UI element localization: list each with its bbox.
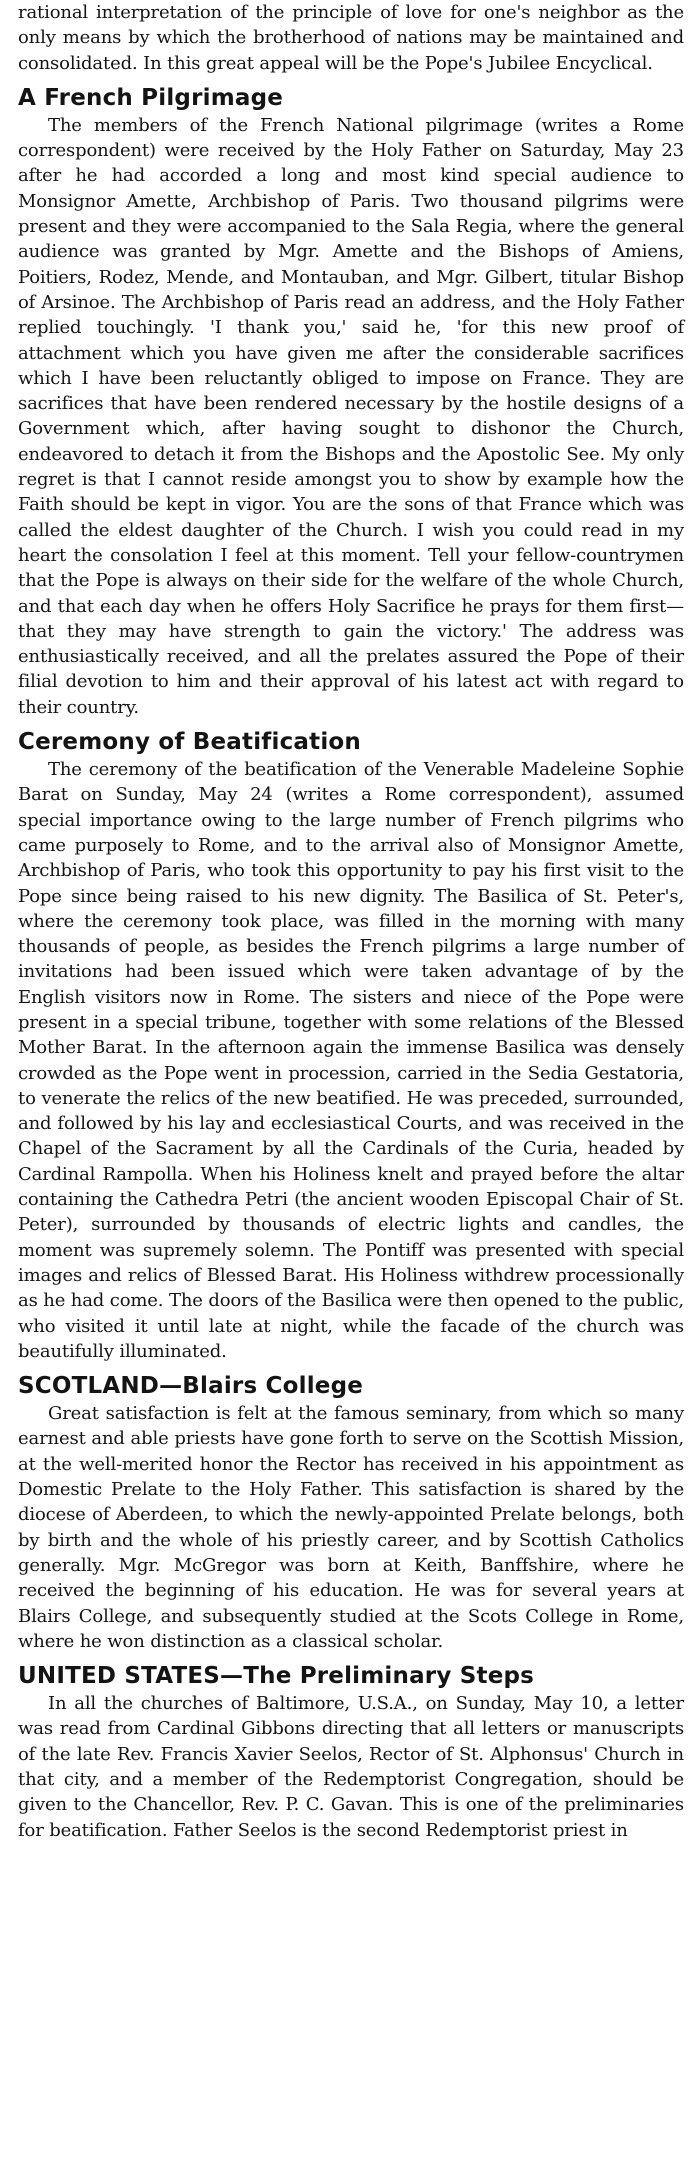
section-heading: A French Pilgrimage	[18, 84, 284, 111]
section-body: In all the churches of Baltimore, U.S.A., on Sunday, May 10, a letter was read from Cardinal Gibbons directing that all letters or manuscripts of the late Rev. Francis Xavier Seelos, Rector of St. Alphonsus' Church in that city, and a member of the Redemptorist Congregation, should be given to the Chancellor, Rev. P. C. Gavan. This is one of the preliminaries for beatification. Father Seelos is the second Redemptorist priest in	[18, 1693, 684, 1841]
section-body: The members of the French National pilgrimage (writes a Rome correspondent) were received by the Holy Father on Saturday, May 23 after he had accorded a long and most kind special audience to Monsignor Amette, Archbishop of Paris. Two thousand pilgrims were present and they were accompanied to the Sala Regia, where the general audience was granted by Mgr. Amette and the Bishops of Amiens, Poitiers, Rodez, Mende, and Montauban, and Mgr. Gilbert, titular Bishop of Arsinoe. The Archbishop of Paris read an address, and the Holy Father replied touchingly. 'I thank you,' said he, 'for this new proof of attachment which you have given me after the considerable sacrifices which I have been reluctantly obliged to impose on France. They are sacrifices that have been rendered necessary by the hostile designs of a Government which, after having sought to dishonor the Church, endeavored to detach it from the Bishops and the Apostolic See. My only regret is that I cannot reside amongst you to show by example how the Faith should be kept in vigor. You are the sons of that France which was called the eldest daughter of the Church. I wish you could read in my heart the consolation I feel at this moment. Tell your fellow-countrymen that the Pope is always on their side for the welfare of the whole Church, and that each day when he offers Holy Sacrifice he prays for them first—that they may have strength to gain the victory.' The address was enthusiastically received, and all the prelates assured the Pope of their filial devotion to him and their approval of his latest act with regard to their country.	[18, 114, 684, 718]
section-body: Great satisfaction is felt at the famous seminary, from which so many earnest and able priests have gone forth to serve on the Scottish Mission, at the well-merited honor the Rector has received in his appointment as Domestic Prelate to the Holy Father. This satisfaction is shared by the diocese of Aberdeen, to which the newly-appointed Prelate belongs, both by birth and the whole of his priestly career, and by Scottish Catholics generally. Mgr. McGregor was born at Keith, Banffshire, where he received the beginning of his education. He was for several years at Blairs College, and subsequently studied at the Scots College in Rome, where he won distinction as a classical scholar.	[18, 1403, 684, 1652]
section-scotland-blairs-college	[18, 1372, 684, 1654]
section-heading: UNITED STATES—The Preliminary Steps	[18, 1663, 535, 1690]
section-french-pilgrimage	[18, 84, 684, 720]
section-united-states-preliminary-steps	[18, 1662, 684, 1843]
intro-paragraph: rational interpretation of the principle of love for one's neighbor as the only means by which the brotherhood of nations may be maintained and consolidated. In this great appeal will be the Pope's Jubilee Encyclical.	[18, 2, 684, 74]
section-body: The ceremony of the beatification of the Venerable Madeleine Sophie Barat on Sunday, May 24 (writes a Rome correspondent), assumed special importance owing to the large number of French pilgrims who came purposely to Rome, and to the arrival also of Monsignor Amette, Archbishop of Paris, who took this opportunity to pay his first visit to the Pope since being raised to his new dignity. The Basilica of St. Peter's, where the ceremony took place, was filled in the morning with many thousands of people, as besides the French pilgrims a large number of invitations had been issued which were taken advantage of by the English visitors now in Rome. The sisters and niece of the Pope were present in a special tribune, together with some relations of the Blessed Mother Barat. In the afternoon again the immense Basilica was densely crowded as the Pope went in procession, carried in the Sedia Gestatoria, to venerate the relics of the new beatified. He was preceded, surrounded, and followed by his lay and ecclesiastical Courts, and was received in the Chapel of the Sacrament by all the Cardinals of the Curia, headed by Cardinal Rampolla. When his Holiness knelt and prayed before the altar containing the Cathedra Petri (the ancient wooden Episcopal Chair of St. Peter), surrounded by thousands of electric lights and candles, the moment was supremely solemn. The Pontiff was presented with special images and relics of Blessed Barat. His Holiness withdrew processionally as he had come. The doors of the Basilica were then opened to the public, who visited it until late at night, while the facade of the church was beautifully illuminated.	[18, 759, 684, 1362]
section-heading: SCOTLAND—Blairs College	[18, 1373, 364, 1400]
section-heading: Ceremony of Beatification	[18, 729, 362, 756]
section-ceremony-of-beatification	[18, 728, 684, 1364]
